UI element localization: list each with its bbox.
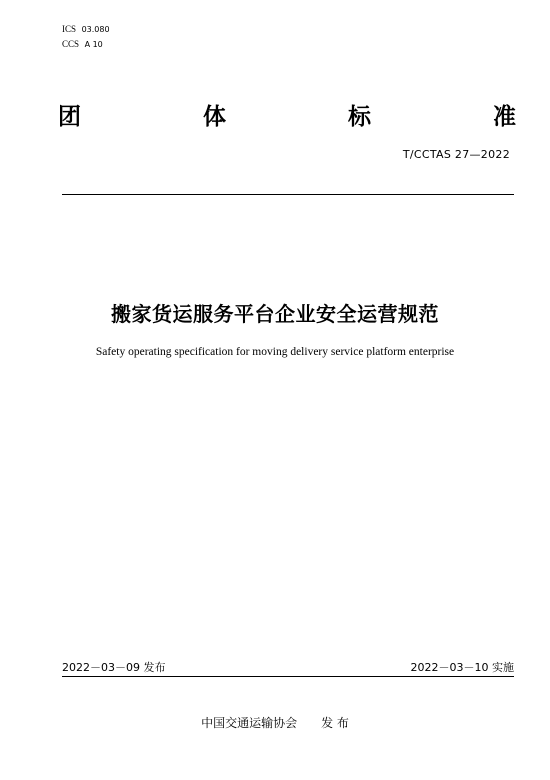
publisher-action: 发 布	[321, 716, 349, 730]
bottom-divider	[62, 676, 514, 677]
ccs-value: A 10	[84, 40, 103, 49]
standard-type-char: 体	[203, 104, 226, 130]
standard-type-char: 准	[493, 104, 516, 130]
standard-type-char: 团	[58, 104, 81, 130]
title-chinese: 搬家货运服务平台企业安全运营规范	[111, 302, 439, 326]
publisher-line	[0, 714, 550, 731]
standard-number: T/CCTAS 27—2022	[402, 148, 510, 161]
top-divider	[62, 194, 514, 195]
ics-label: ICS	[62, 24, 77, 34]
publisher-org: 中国交通运输协会	[201, 716, 298, 730]
ics-code	[62, 22, 110, 37]
standard-type-char: 标	[348, 104, 371, 130]
classification-codes	[62, 22, 110, 52]
issue-date: 2022－03－09 发布	[62, 661, 166, 674]
ccs-label: CCS	[62, 39, 80, 49]
implementation-date: 2022－03－10 实施	[410, 661, 514, 674]
ics-value: 03.080	[81, 25, 110, 34]
title-english: Safety operating specification for moving delivery service platform enterprise	[95, 346, 455, 358]
standard-type-heading	[58, 98, 516, 131]
ccs-code	[62, 37, 110, 52]
